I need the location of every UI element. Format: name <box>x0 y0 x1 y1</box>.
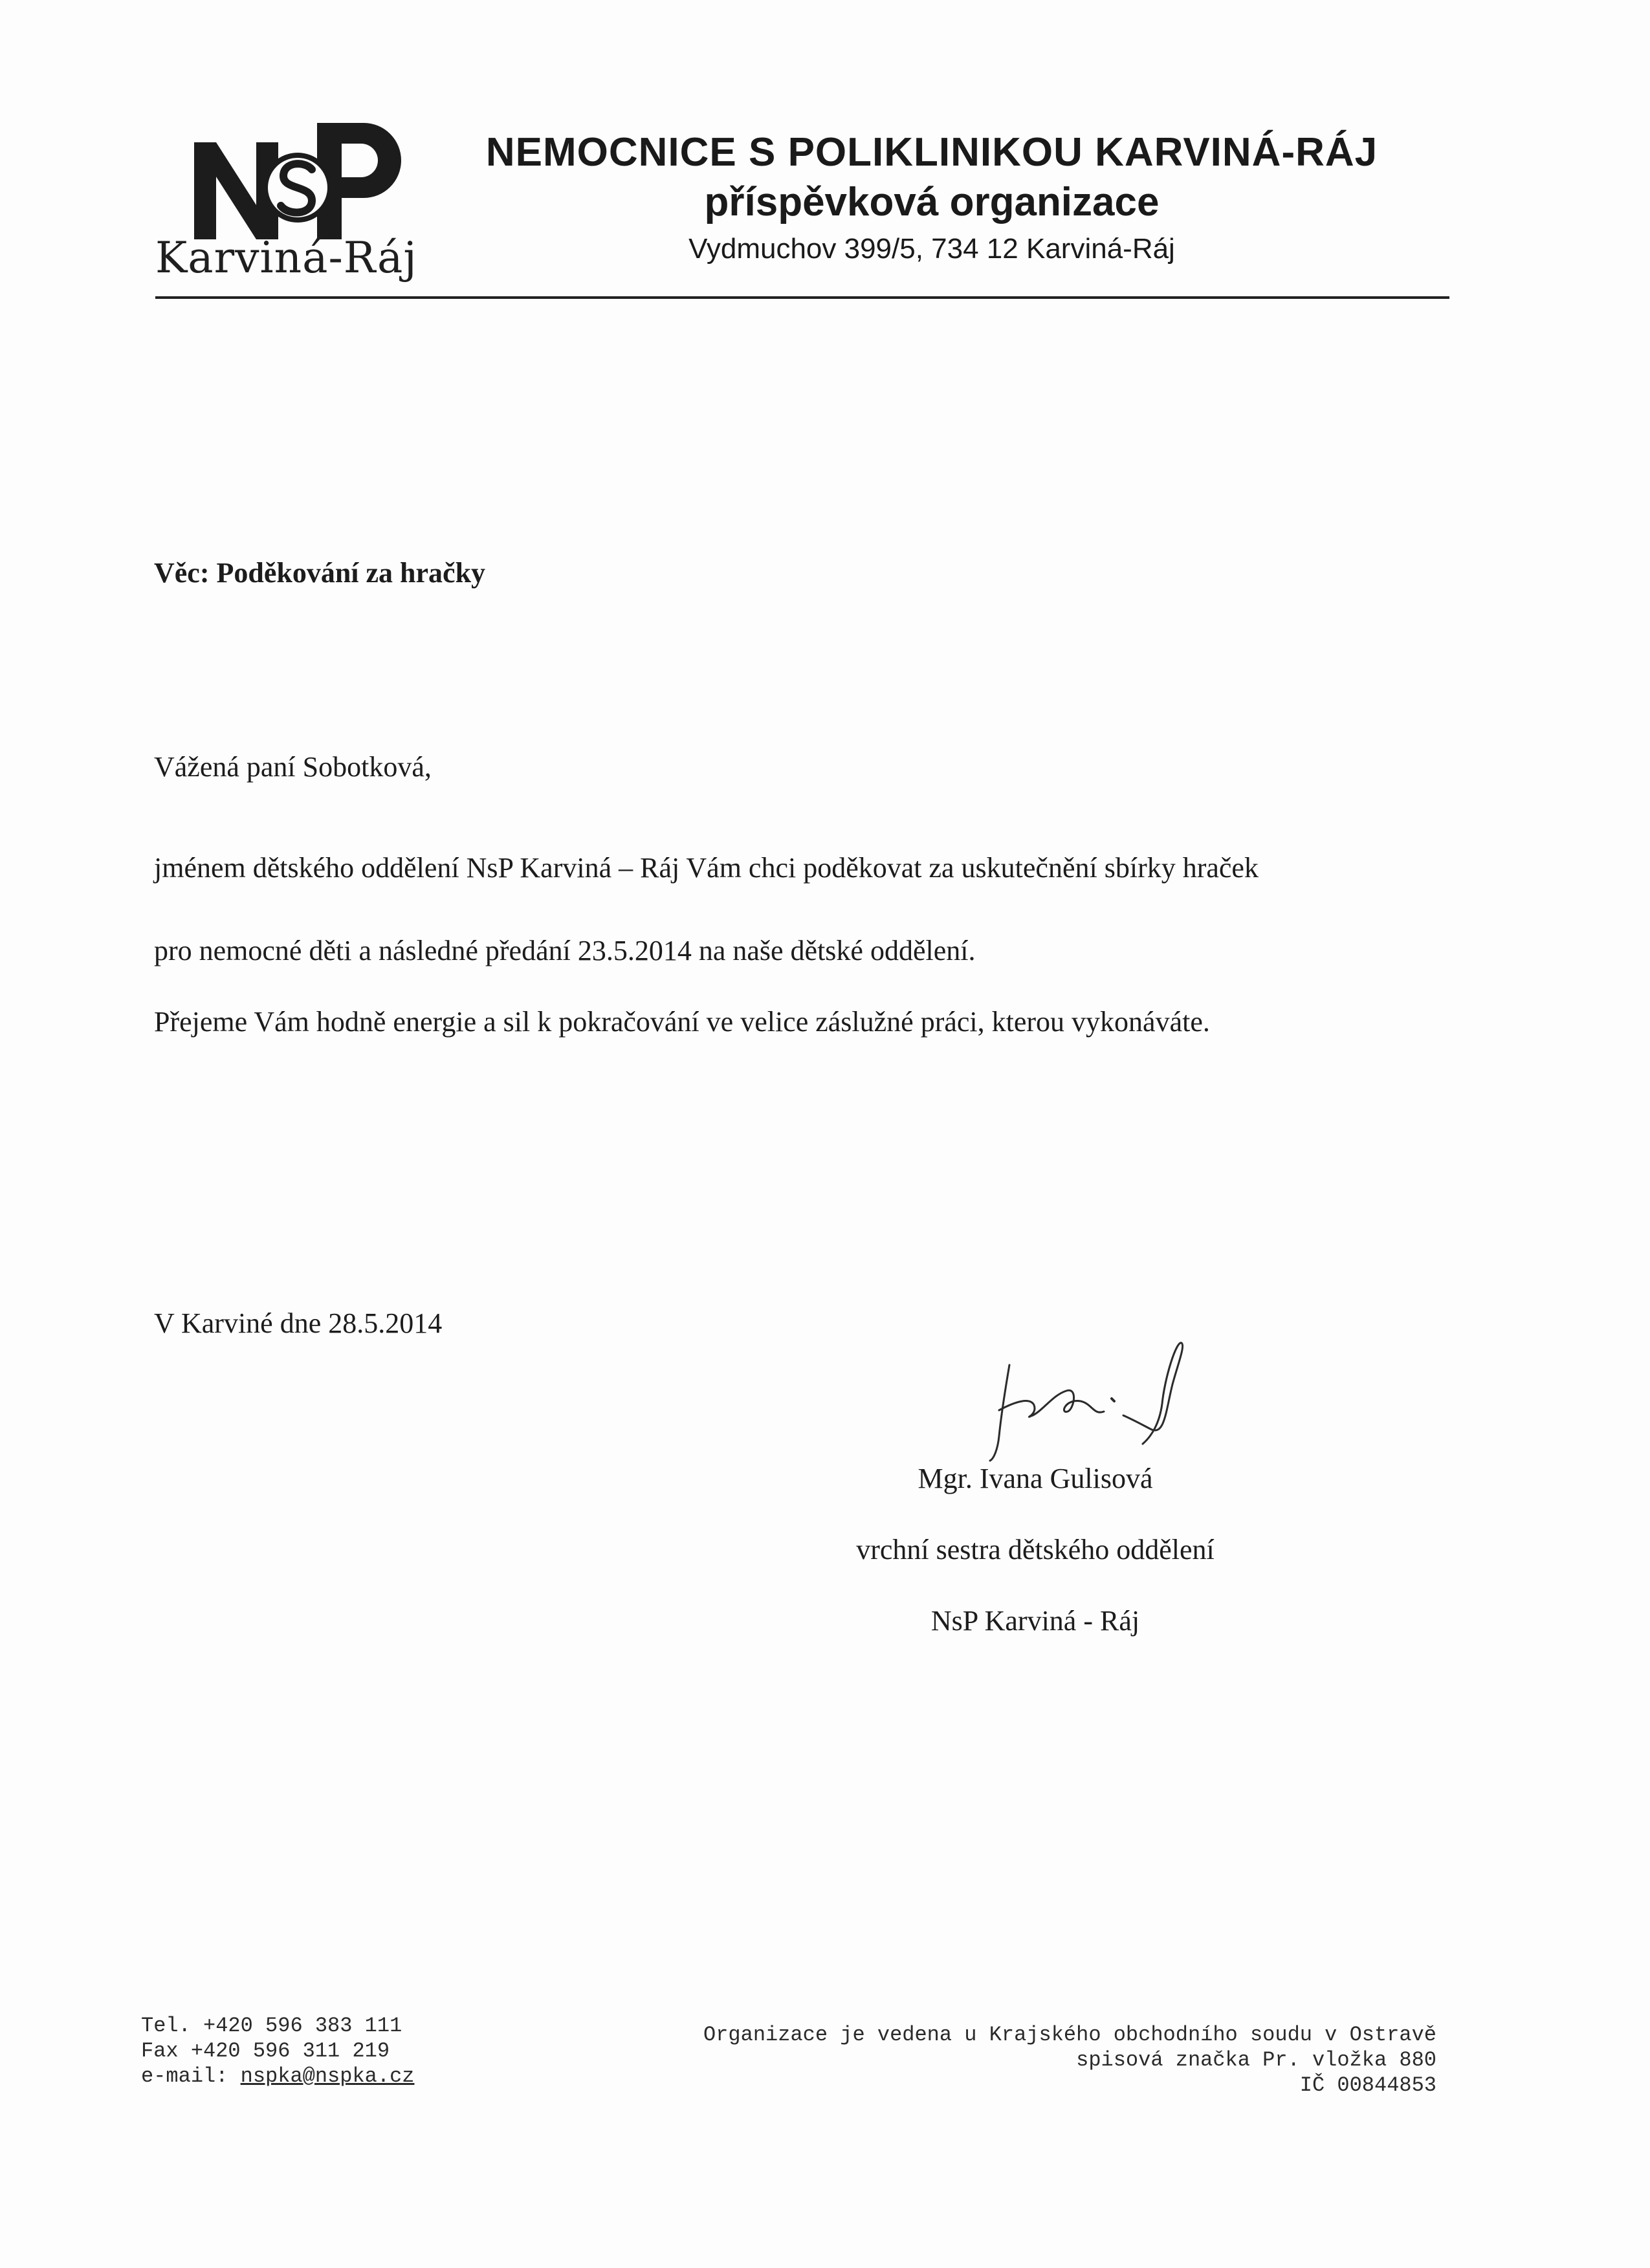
signatory-role: vrchní sestra dětského oddělení <box>856 1534 1215 1565</box>
organization-name: NEMOCNICE S POLIKLINIKOU KARVINÁ-RÁJ <box>485 130 1378 175</box>
footer-email-line <box>141 2064 414 2089</box>
footer-file-number: spisová značka Pr. vložka 880 <box>1076 2048 1436 2072</box>
footer-fax: Fax +420 596 311 219 <box>141 2039 390 2063</box>
organization-type: příspěvková organizace <box>704 180 1160 224</box>
footer-ic: IČ 00844853 <box>1299 2073 1436 2097</box>
footer-phone: Tel. +420 596 383 111 <box>141 2014 402 2038</box>
letter-paragraph: jménem dětského oddělení NsP Karviná – Ráj Vám chci poděkovat za uskutečnění sbírky hraček <box>154 852 1259 884</box>
handwritten-signature <box>971 1339 1229 1462</box>
signatory-organization: NsP Karviná - Ráj <box>930 1605 1140 1637</box>
place-and-date: V Karviné dne 28.5.2014 <box>154 1307 443 1339</box>
footer-email-link[interactable]: nspka@nspka.cz <box>240 2064 415 2088</box>
header-divider <box>155 296 1449 299</box>
hospital-logo <box>155 116 440 291</box>
footer-registration <box>703 2022 1436 2098</box>
letter-paragraph: Přejeme Vám hodně energie a sil k pokračování ve velice záslužné práci, kterou vykonáváte. <box>154 1006 1210 1038</box>
footer-email-label: e-mail: <box>141 2064 241 2088</box>
letter-salutation: Vážená paní Sobotková, <box>154 751 432 783</box>
footer-contacts <box>141 2013 414 2089</box>
logo-city-name: Karviná-Ráj <box>155 233 417 283</box>
nsp-logo-icon <box>194 123 401 239</box>
footer-register-line: Organizace je vedena u Krajského obchodního soudu v Ostravě <box>703 2023 1436 2047</box>
organization-header <box>446 129 1417 265</box>
letter-paragraph: pro nemocné děti a následné předání 23.5.2014 na naše dětské oddělení. <box>154 935 976 966</box>
organization-address: Vydmuchov 399/5, 734 12 Karviná-Ráj <box>688 233 1175 265</box>
signatory-name: Mgr. Ivana Gulisová <box>918 1463 1153 1494</box>
letter-subject: Věc: Poděkování za hračky <box>154 557 486 589</box>
